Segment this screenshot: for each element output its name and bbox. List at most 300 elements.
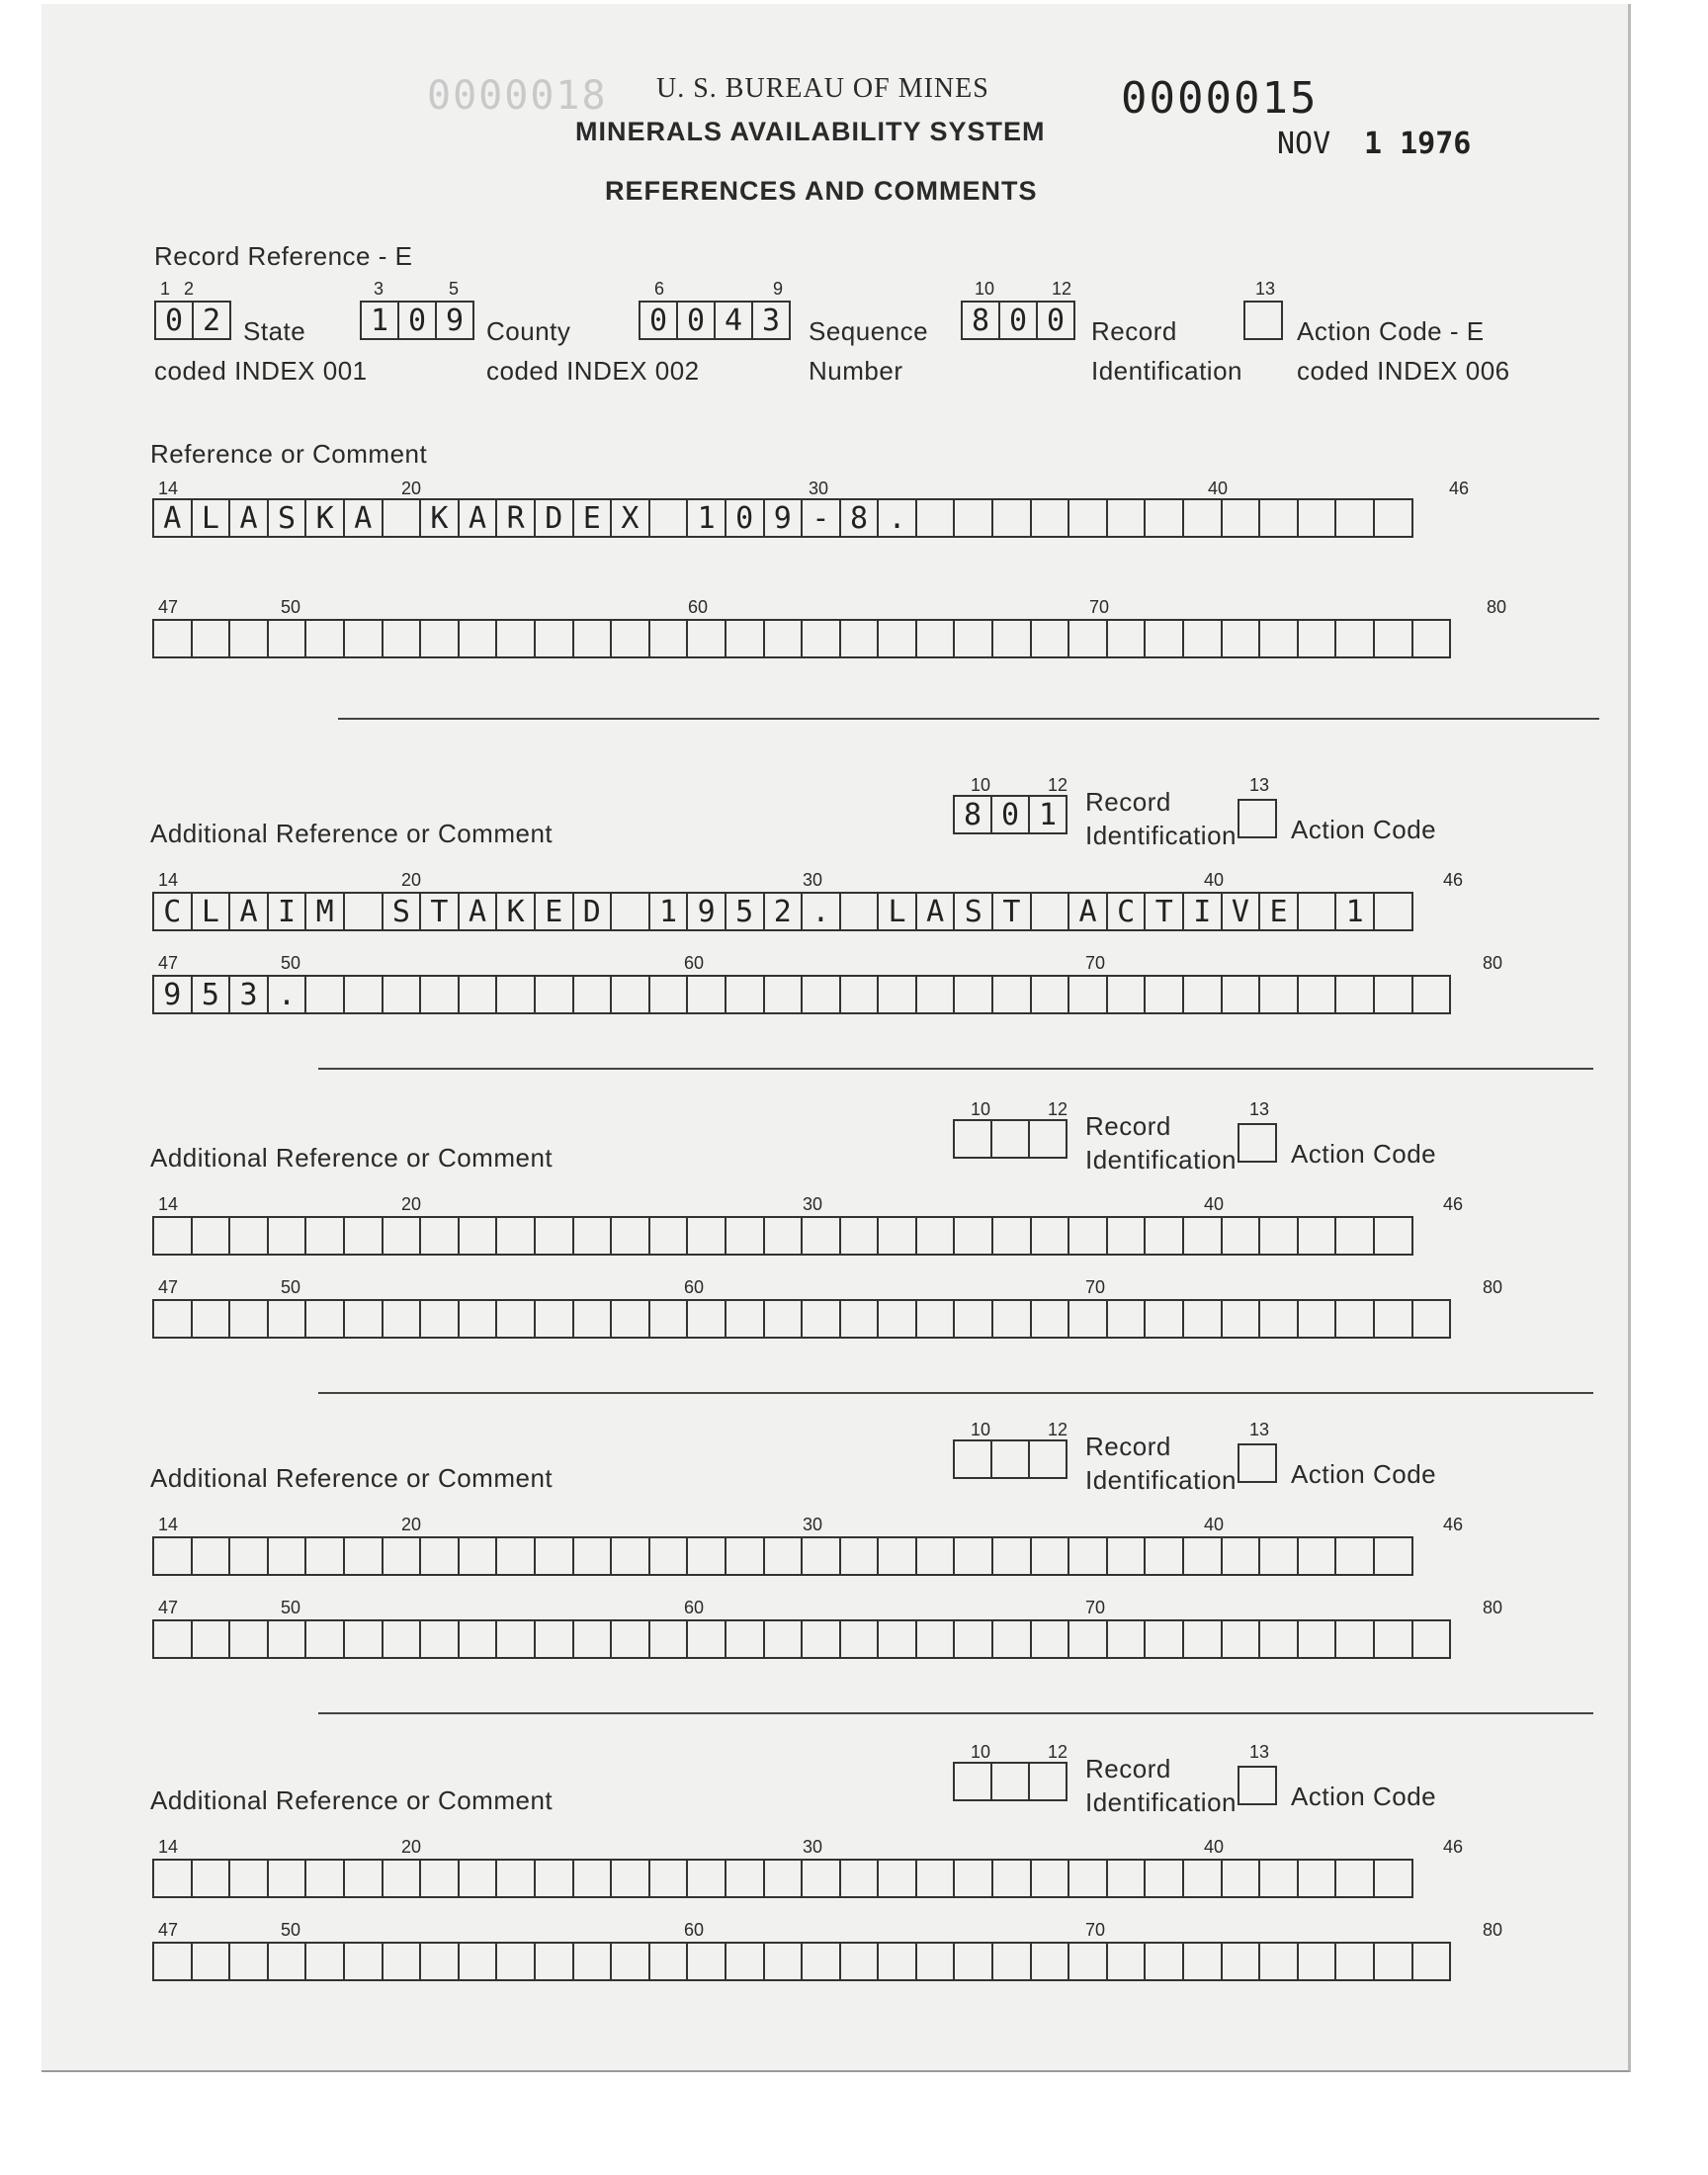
char-cell[interactable]	[839, 1216, 880, 1256]
char-cell[interactable]	[839, 1299, 880, 1339]
char-cell[interactable]	[1144, 1942, 1184, 1981]
char-cell[interactable]	[648, 975, 689, 1014]
char-cell[interactable]	[1258, 1536, 1299, 1576]
char-cell[interactable]	[686, 1859, 726, 1898]
char-cell[interactable]	[1182, 1216, 1223, 1256]
record-id-digit[interactable]: 0	[990, 795, 1030, 834]
char-cell[interactable]	[495, 1859, 536, 1898]
char-cell[interactable]	[458, 619, 498, 658]
char-cell[interactable]	[763, 1942, 804, 1981]
char-cell[interactable]	[1182, 1942, 1223, 1981]
char-cell[interactable]	[152, 1859, 193, 1898]
char-cell[interactable]	[953, 1942, 993, 1981]
char-cell[interactable]	[1068, 619, 1108, 658]
char-cell[interactable]	[725, 1536, 765, 1576]
char-cell[interactable]	[1373, 619, 1413, 658]
char-cell[interactable]	[953, 1859, 993, 1898]
char-cell[interactable]	[801, 1942, 841, 1981]
char-cell[interactable]	[1030, 892, 1070, 931]
char-cell[interactable]	[458, 1216, 498, 1256]
char-cell[interactable]	[495, 1942, 536, 1981]
record-id-field[interactable]	[953, 1762, 1066, 1801]
char-cell[interactable]	[1221, 498, 1261, 538]
char-cell[interactable]	[1334, 1942, 1375, 1981]
comment-line-2[interactable]	[152, 1942, 1449, 1981]
char-cell[interactable]	[152, 1619, 193, 1659]
char-cell[interactable]	[534, 1942, 574, 1981]
char-cell[interactable]	[763, 975, 804, 1014]
char-cell[interactable]	[304, 1619, 345, 1659]
char-cell[interactable]	[495, 1216, 536, 1256]
char-cell[interactable]	[915, 1942, 956, 1981]
char-cell[interactable]: V	[1221, 892, 1261, 931]
char-cell[interactable]	[1030, 1299, 1070, 1339]
char-cell[interactable]: K	[495, 892, 536, 931]
char-cell[interactable]: I	[267, 892, 307, 931]
state-digit[interactable]: 0	[154, 301, 194, 340]
record-id-digit[interactable]	[953, 1762, 992, 1801]
county-digit[interactable]: 0	[397, 301, 437, 340]
record-id-digit[interactable]	[1028, 1762, 1068, 1801]
char-cell[interactable]	[1334, 1216, 1375, 1256]
char-cell[interactable]	[801, 1619, 841, 1659]
char-cell[interactable]	[763, 1536, 804, 1576]
char-cell[interactable]	[267, 1859, 307, 1898]
char-cell[interactable]	[1182, 1536, 1223, 1576]
char-cell[interactable]: A	[458, 498, 498, 538]
char-cell[interactable]	[801, 619, 841, 658]
char-cell[interactable]	[152, 1942, 193, 1981]
char-cell[interactable]: C	[152, 892, 193, 931]
char-cell[interactable]	[1297, 1942, 1337, 1981]
char-cell[interactable]	[877, 1619, 917, 1659]
char-cell[interactable]: S	[382, 892, 422, 931]
char-cell[interactable]	[1221, 1619, 1261, 1659]
char-cell[interactable]	[1144, 975, 1184, 1014]
char-cell[interactable]	[1411, 1942, 1452, 1981]
char-cell[interactable]: A	[1068, 892, 1108, 931]
char-cell[interactable]	[610, 1299, 650, 1339]
record-id-field[interactable]	[961, 301, 1073, 340]
char-cell[interactable]	[991, 975, 1032, 1014]
char-cell[interactable]: -	[801, 498, 841, 538]
char-cell[interactable]	[1373, 1942, 1413, 1981]
record-id-digit[interactable]	[953, 1439, 992, 1479]
char-cell[interactable]: .	[877, 498, 917, 538]
char-cell[interactable]	[458, 1299, 498, 1339]
char-cell[interactable]	[1297, 1299, 1337, 1339]
char-cell[interactable]	[1221, 975, 1261, 1014]
record-id-digit[interactable]: 8	[961, 301, 1000, 340]
comment-line-2[interactable]	[152, 975, 1449, 1014]
char-cell[interactable]: E	[534, 892, 574, 931]
char-cell[interactable]	[801, 1216, 841, 1256]
char-cell[interactable]	[1221, 1299, 1261, 1339]
char-cell[interactable]	[1030, 498, 1070, 538]
char-cell[interactable]	[534, 1619, 574, 1659]
char-cell[interactable]	[1144, 1299, 1184, 1339]
char-cell[interactable]: .	[267, 975, 307, 1014]
char-cell[interactable]: 2	[763, 892, 804, 931]
char-cell[interactable]	[458, 1859, 498, 1898]
char-cell[interactable]	[915, 619, 956, 658]
char-cell[interactable]	[686, 1942, 726, 1981]
action-code-box[interactable]	[1238, 799, 1277, 838]
char-cell[interactable]	[725, 1619, 765, 1659]
char-cell[interactable]	[534, 619, 574, 658]
char-cell[interactable]	[343, 1619, 384, 1659]
char-cell[interactable]	[648, 498, 689, 538]
char-cell[interactable]	[686, 619, 726, 658]
char-cell[interactable]	[915, 1216, 956, 1256]
record-id-field[interactable]	[953, 795, 1066, 834]
char-cell[interactable]	[304, 619, 345, 658]
record-id-field[interactable]	[953, 1119, 1066, 1159]
char-cell[interactable]	[953, 1216, 993, 1256]
char-cell[interactable]	[1106, 1942, 1147, 1981]
char-cell[interactable]: D	[534, 498, 574, 538]
char-cell[interactable]	[1144, 619, 1184, 658]
char-cell[interactable]	[1258, 1619, 1299, 1659]
char-cell[interactable]	[1373, 1536, 1413, 1576]
char-cell[interactable]	[191, 1619, 231, 1659]
char-cell[interactable]: R	[495, 498, 536, 538]
char-cell[interactable]	[228, 1859, 269, 1898]
char-cell[interactable]	[495, 1536, 536, 1576]
char-cell[interactable]: A	[228, 498, 269, 538]
char-cell[interactable]	[382, 1216, 422, 1256]
char-cell[interactable]	[801, 1299, 841, 1339]
comment-line-1[interactable]	[152, 498, 1411, 538]
char-cell[interactable]	[572, 975, 613, 1014]
char-cell[interactable]	[1144, 1619, 1184, 1659]
char-cell[interactable]	[267, 619, 307, 658]
char-cell[interactable]	[1106, 498, 1147, 538]
char-cell[interactable]	[915, 1299, 956, 1339]
char-cell[interactable]	[915, 498, 956, 538]
char-cell[interactable]	[1258, 1299, 1299, 1339]
char-cell[interactable]	[1297, 1859, 1337, 1898]
char-cell[interactable]	[1373, 1299, 1413, 1339]
char-cell[interactable]	[304, 975, 345, 1014]
char-cell[interactable]	[267, 1299, 307, 1339]
char-cell[interactable]	[1106, 1859, 1147, 1898]
char-cell[interactable]	[953, 498, 993, 538]
char-cell[interactable]	[1030, 975, 1070, 1014]
char-cell[interactable]: S	[267, 498, 307, 538]
char-cell[interactable]: E	[1258, 892, 1299, 931]
char-cell[interactable]	[304, 1299, 345, 1339]
char-cell[interactable]	[839, 975, 880, 1014]
char-cell[interactable]	[534, 1299, 574, 1339]
char-cell[interactable]	[267, 1216, 307, 1256]
char-cell[interactable]	[1030, 1216, 1070, 1256]
char-cell[interactable]	[495, 1299, 536, 1339]
char-cell[interactable]	[1258, 498, 1299, 538]
state-code-field[interactable]	[154, 301, 229, 340]
char-cell[interactable]	[1106, 619, 1147, 658]
char-cell[interactable]	[304, 1216, 345, 1256]
char-cell[interactable]	[419, 1536, 460, 1576]
char-cell[interactable]	[1297, 619, 1337, 658]
char-cell[interactable]	[648, 1942, 689, 1981]
char-cell[interactable]	[1144, 1536, 1184, 1576]
char-cell[interactable]	[1258, 619, 1299, 658]
char-cell[interactable]: I	[1182, 892, 1223, 931]
char-cell[interactable]	[953, 1536, 993, 1576]
char-cell[interactable]	[1106, 1536, 1147, 1576]
char-cell[interactable]	[419, 1859, 460, 1898]
char-cell[interactable]	[1373, 1216, 1413, 1256]
char-cell[interactable]	[1144, 498, 1184, 538]
char-cell[interactable]	[152, 1216, 193, 1256]
char-cell[interactable]	[610, 1619, 650, 1659]
char-cell[interactable]: 0	[725, 498, 765, 538]
char-cell[interactable]	[648, 1619, 689, 1659]
char-cell[interactable]	[1411, 1299, 1452, 1339]
char-cell[interactable]	[152, 1299, 193, 1339]
char-cell[interactable]	[610, 1942, 650, 1981]
char-cell[interactable]	[915, 1859, 956, 1898]
county-digit[interactable]: 9	[435, 301, 474, 340]
char-cell[interactable]	[1411, 619, 1452, 658]
sequence-digit[interactable]: 4	[714, 301, 753, 340]
char-cell[interactable]	[191, 1942, 231, 1981]
char-cell[interactable]	[1068, 498, 1108, 538]
char-cell[interactable]: 8	[839, 498, 880, 538]
char-cell[interactable]: 9	[686, 892, 726, 931]
record-id-digit[interactable]	[990, 1119, 1030, 1159]
comment-line-2[interactable]	[152, 1619, 1449, 1659]
char-cell[interactable]	[915, 1619, 956, 1659]
char-cell[interactable]: 9	[763, 498, 804, 538]
char-cell[interactable]	[763, 1859, 804, 1898]
char-cell[interactable]	[419, 1942, 460, 1981]
char-cell[interactable]	[343, 975, 384, 1014]
action-code-box[interactable]	[1238, 1766, 1277, 1805]
char-cell[interactable]: .	[801, 892, 841, 931]
char-cell[interactable]	[648, 619, 689, 658]
char-cell[interactable]	[686, 1216, 726, 1256]
char-cell[interactable]	[648, 1216, 689, 1256]
char-cell[interactable]	[534, 975, 574, 1014]
char-cell[interactable]	[1106, 1216, 1147, 1256]
char-cell[interactable]: T	[991, 892, 1032, 931]
char-cell[interactable]	[991, 1942, 1032, 1981]
char-cell[interactable]	[1068, 1619, 1108, 1659]
char-cell[interactable]	[1297, 975, 1337, 1014]
char-cell[interactable]	[648, 1536, 689, 1576]
action-code-box[interactable]	[1238, 1443, 1277, 1483]
char-cell[interactable]: A	[458, 892, 498, 931]
char-cell[interactable]	[915, 975, 956, 1014]
char-cell[interactable]	[534, 1859, 574, 1898]
char-cell[interactable]: E	[572, 498, 613, 538]
char-cell[interactable]	[191, 1299, 231, 1339]
char-cell[interactable]	[763, 619, 804, 658]
char-cell[interactable]	[1297, 1536, 1337, 1576]
char-cell[interactable]	[1030, 619, 1070, 658]
record-id-digit[interactable]	[1028, 1439, 1068, 1479]
action-code-box[interactable]	[1243, 301, 1283, 340]
char-cell[interactable]	[343, 1216, 384, 1256]
char-cell[interactable]: M	[304, 892, 345, 931]
char-cell[interactable]	[458, 975, 498, 1014]
char-cell[interactable]	[343, 1942, 384, 1981]
char-cell[interactable]	[1221, 1942, 1261, 1981]
char-cell[interactable]	[725, 1942, 765, 1981]
record-id-digit[interactable]	[990, 1439, 1030, 1479]
char-cell[interactable]	[419, 1299, 460, 1339]
char-cell[interactable]	[1411, 975, 1452, 1014]
char-cell[interactable]: A	[915, 892, 956, 931]
county-digit[interactable]: 1	[360, 301, 399, 340]
record-id-digit[interactable]: 8	[953, 795, 992, 834]
char-cell[interactable]	[1221, 619, 1261, 658]
sequence-number-field[interactable]	[639, 301, 789, 340]
char-cell[interactable]: 5	[191, 975, 231, 1014]
char-cell[interactable]	[877, 1536, 917, 1576]
char-cell[interactable]	[1373, 975, 1413, 1014]
char-cell[interactable]	[877, 1859, 917, 1898]
char-cell[interactable]	[1068, 1859, 1108, 1898]
comment-line-1[interactable]	[152, 1536, 1411, 1576]
char-cell[interactable]	[572, 1536, 613, 1576]
char-cell[interactable]	[877, 1216, 917, 1256]
char-cell[interactable]	[610, 1216, 650, 1256]
char-cell[interactable]	[725, 1859, 765, 1898]
char-cell[interactable]	[1297, 1619, 1337, 1659]
char-cell[interactable]	[152, 1536, 193, 1576]
char-cell[interactable]	[1182, 1859, 1223, 1898]
char-cell[interactable]	[267, 1536, 307, 1576]
char-cell[interactable]	[382, 1536, 422, 1576]
sequence-digit[interactable]: 0	[639, 301, 678, 340]
char-cell[interactable]	[419, 619, 460, 658]
char-cell[interactable]	[1144, 1859, 1184, 1898]
char-cell[interactable]: L	[191, 498, 231, 538]
sequence-digit[interactable]: 3	[751, 301, 791, 340]
char-cell[interactable]	[839, 619, 880, 658]
comment-line-1[interactable]	[152, 1859, 1411, 1898]
char-cell[interactable]: X	[610, 498, 650, 538]
char-cell[interactable]	[1334, 975, 1375, 1014]
char-cell[interactable]	[495, 619, 536, 658]
char-cell[interactable]	[610, 1536, 650, 1576]
char-cell[interactable]	[382, 619, 422, 658]
char-cell[interactable]	[343, 892, 384, 931]
char-cell[interactable]: S	[953, 892, 993, 931]
char-cell[interactable]	[1030, 1619, 1070, 1659]
comment-line-1[interactable]	[152, 892, 1411, 931]
char-cell[interactable]	[458, 1619, 498, 1659]
record-id-field[interactable]	[953, 1439, 1066, 1479]
char-cell[interactable]	[1258, 1859, 1299, 1898]
char-cell[interactable]	[382, 1619, 422, 1659]
char-cell[interactable]	[228, 1536, 269, 1576]
char-cell[interactable]	[572, 1859, 613, 1898]
char-cell[interactable]	[267, 1942, 307, 1981]
char-cell[interactable]	[572, 1216, 613, 1256]
char-cell[interactable]	[1334, 1619, 1375, 1659]
char-cell[interactable]: 3	[228, 975, 269, 1014]
char-cell[interactable]: L	[191, 892, 231, 931]
char-cell[interactable]	[572, 1299, 613, 1339]
char-cell[interactable]	[839, 1942, 880, 1981]
char-cell[interactable]	[725, 1299, 765, 1339]
char-cell[interactable]	[686, 975, 726, 1014]
action-code-box[interactable]	[1238, 1123, 1277, 1163]
char-cell[interactable]: A	[152, 498, 193, 538]
char-cell[interactable]	[725, 975, 765, 1014]
record-id-digit[interactable]: 0	[998, 301, 1038, 340]
char-cell[interactable]	[648, 1859, 689, 1898]
comment-line-2[interactable]	[152, 619, 1449, 658]
char-cell[interactable]	[304, 1942, 345, 1981]
char-cell[interactable]	[191, 1859, 231, 1898]
char-cell[interactable]	[877, 975, 917, 1014]
char-cell[interactable]	[763, 1216, 804, 1256]
char-cell[interactable]	[610, 619, 650, 658]
char-cell[interactable]	[991, 498, 1032, 538]
char-cell[interactable]	[572, 619, 613, 658]
char-cell[interactable]	[953, 619, 993, 658]
char-cell[interactable]	[382, 1859, 422, 1898]
char-cell[interactable]	[1221, 1216, 1261, 1256]
char-cell[interactable]	[343, 1536, 384, 1576]
char-cell[interactable]	[877, 1299, 917, 1339]
char-cell[interactable]	[1182, 975, 1223, 1014]
char-cell[interactable]	[1258, 1942, 1299, 1981]
char-cell[interactable]	[1182, 1299, 1223, 1339]
comment-line-1[interactable]	[152, 1216, 1411, 1256]
char-cell[interactable]	[1106, 1619, 1147, 1659]
char-cell[interactable]	[1182, 619, 1223, 658]
record-id-digit[interactable]	[990, 1762, 1030, 1801]
char-cell[interactable]	[382, 498, 422, 538]
char-cell[interactable]	[1297, 1216, 1337, 1256]
char-cell[interactable]	[1182, 1619, 1223, 1659]
char-cell[interactable]	[1030, 1942, 1070, 1981]
char-cell[interactable]: L	[877, 892, 917, 931]
char-cell[interactable]	[610, 892, 650, 931]
char-cell[interactable]	[1297, 892, 1337, 931]
record-id-digit[interactable]	[1028, 1119, 1068, 1159]
char-cell[interactable]	[534, 1216, 574, 1256]
char-cell[interactable]	[1373, 1859, 1413, 1898]
char-cell[interactable]	[382, 1299, 422, 1339]
char-cell[interactable]	[191, 619, 231, 658]
char-cell[interactable]	[458, 1536, 498, 1576]
state-digit[interactable]: 2	[192, 301, 231, 340]
char-cell[interactable]	[991, 1619, 1032, 1659]
char-cell[interactable]	[495, 1619, 536, 1659]
char-cell[interactable]: D	[572, 892, 613, 931]
char-cell[interactable]	[1373, 1619, 1413, 1659]
char-cell[interactable]	[839, 1536, 880, 1576]
char-cell[interactable]	[991, 1536, 1032, 1576]
char-cell[interactable]	[991, 1216, 1032, 1256]
county-code-field[interactable]	[360, 301, 472, 340]
char-cell[interactable]	[1334, 1299, 1375, 1339]
char-cell[interactable]	[495, 975, 536, 1014]
char-cell[interactable]	[1411, 1619, 1452, 1659]
char-cell[interactable]	[152, 619, 193, 658]
char-cell[interactable]	[1258, 1216, 1299, 1256]
char-cell[interactable]	[382, 1942, 422, 1981]
char-cell[interactable]	[610, 1859, 650, 1898]
char-cell[interactable]	[534, 1536, 574, 1576]
